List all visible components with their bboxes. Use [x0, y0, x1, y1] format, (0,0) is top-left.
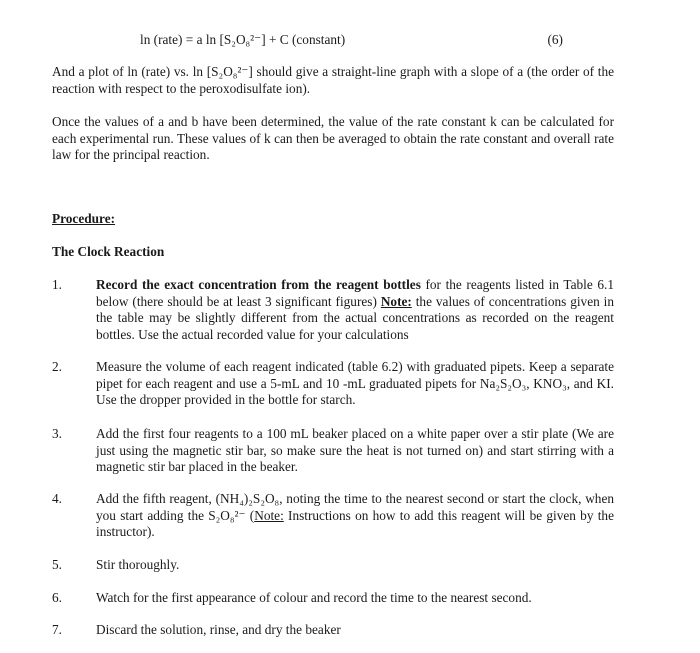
step-number: 6. [52, 590, 62, 605]
equation-6 [140, 32, 563, 50]
step-text: Add the first four reagents to a 100 mL beaker placed on a white paper over a stir plate (We are just using the magnetic stir bar, so make sure the heat is not turned on) and start stirring with a magnetic stir bar placed in the beaker. [96, 426, 614, 474]
step-number: 1. [52, 277, 62, 292]
step-bold-lead: Record the exact concentration from the reagent bottles [96, 277, 421, 292]
step-number: 4. [52, 491, 62, 506]
note-label: Note: [380, 293, 412, 309]
equation-number: (6) [547, 32, 563, 47]
step-text: Watch for the first appearance of colour and record the time to the nearest second. [96, 590, 532, 605]
step-number: 2. [52, 359, 62, 374]
step-number: 3. [52, 426, 62, 441]
clock-reaction-heading: The Clock Reaction [52, 244, 165, 259]
step-number: 5. [52, 557, 62, 572]
step-number: 7. [52, 622, 62, 637]
paragraph-plot-slope: And a plot of ln (rate) vs. ln [S₂O₈²⁻] should give a straight-line graph with a slope of a (the order of the reaction with respect to the peroxodisulfate ion). [52, 64, 614, 96]
step-text: Record the exact concentration from the reagent bottles for the reagents listed in Table 6.1 below (there should be at least 3 significant figures) Note: the values of concentrations given in the table may be slightly different from the actual concentrations as recorded on the reagent bottles. Use the actual recorded value for your calculations [96, 277, 615, 342]
step-text: Discard the solution, rinse, and dry the beaker [96, 622, 341, 637]
step-text: Add the fifth reagent, (NH₄)₂S₂O₈, noting the time to the nearest second or start the clock, when you start adding the S₂O₈²⁻ (Note: Instructions on how to add this reagent will be given by the instructor). [96, 491, 614, 539]
step-text: Measure the volume of each reagent indicated (table 6.2) with graduated pipets. Keep a separate pipet for each reagent and use a 5-mL and 10 -mL graduated pipets for Na₂S₂O₃, KNO₃, and KI. Use the dropper provided in the bottle for starch. [96, 359, 614, 407]
note-label: Note: [254, 507, 284, 523]
procedure-heading: Procedure: [52, 211, 116, 226]
equation-text: ln (rate) = a ln [S₂O₈²⁻] + C (constant) [140, 32, 346, 47]
paragraph-rate-constant: Once the values of a and b have been determined, the value of the rate constant k can be calculated for each experimental run. These values of k can then be averaged to obtain the rate constant and overall rate law for the principal reaction. [52, 114, 614, 162]
step-text: Stir thoroughly. [96, 557, 180, 572]
